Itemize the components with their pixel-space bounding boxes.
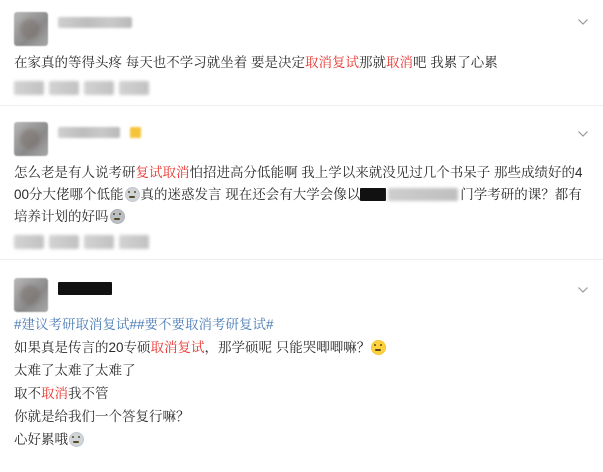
feed-post[interactable] <box>0 260 603 461</box>
post-line <box>14 359 589 382</box>
highlight-keyword[interactable]: 复试取消 <box>135 165 190 180</box>
post-text-part: 吧 我累了心累 <box>413 55 498 70</box>
blur-block <box>49 81 79 95</box>
topic-link[interactable]: #建议考研取消复试# <box>14 317 138 332</box>
post-text-part: 的400分大佬哪个低能 <box>14 165 583 202</box>
blur-block <box>119 81 149 95</box>
post-text-part: 你就是给我们一个答复行嘛？ <box>14 409 190 424</box>
username-blurred <box>58 127 120 138</box>
post-author[interactable] <box>58 122 589 142</box>
post-text-part: 课？都有培养计划的好吗 <box>14 187 582 224</box>
post-header <box>14 278 589 312</box>
post-line <box>14 428 589 451</box>
post-text <box>14 162 589 228</box>
post-topics <box>14 313 589 336</box>
post-text-part: 怕招进高分低能啊 我上学以来就没见过几个书呆子 那些成绩好 <box>189 165 562 180</box>
post-text-part: 真的迷惑发言 现在还会有大学会像以 <box>140 187 361 202</box>
post-line <box>14 382 589 405</box>
redacted-block <box>360 188 386 201</box>
chevron-down-icon[interactable] <box>577 284 589 296</box>
post-text-part: 太难了太难了太难了 <box>14 363 136 378</box>
post-text-part: 怎么老是有人说考研 <box>14 165 136 180</box>
highlight-keyword[interactable]: 取消复试 <box>305 55 360 70</box>
thinking-face-emoji <box>125 187 140 202</box>
post-text <box>14 313 589 451</box>
post-attachment-blurred <box>14 235 589 249</box>
chevron-down-icon[interactable] <box>577 16 589 28</box>
username-blurred <box>58 17 132 28</box>
post-text-part: 心好累哦 <box>14 432 68 447</box>
post-text-part: 门学考研的 <box>460 187 528 202</box>
post-author[interactable] <box>58 278 589 298</box>
highlight-keyword[interactable]: 取消 <box>386 55 414 70</box>
post-text-part: 那就 <box>359 55 387 70</box>
post-header <box>14 12 589 46</box>
feed-post[interactable] <box>0 0 603 106</box>
blur-block <box>119 235 149 249</box>
post-text <box>14 52 589 74</box>
post-text-part: 我不管 <box>68 386 109 401</box>
blur-block <box>49 235 79 249</box>
eye-roll-face-emoji <box>110 209 125 224</box>
blur-block <box>84 81 114 95</box>
highlight-keyword[interactable]: 取消 <box>41 386 68 401</box>
highlight-keyword[interactable]: 取消复试 <box>150 340 205 355</box>
avatar[interactable] <box>14 12 48 46</box>
avatar[interactable] <box>14 278 48 312</box>
blur-block <box>388 188 458 201</box>
feed-post[interactable] <box>0 106 603 260</box>
post-attachment-blurred <box>14 81 589 95</box>
username-redacted <box>58 282 112 295</box>
post-text-part: 在家真的等得头疼 每天也不学习就坐着 要是决定 <box>14 55 306 70</box>
crying-face-emoji <box>371 340 386 355</box>
blur-block <box>84 235 114 249</box>
blur-block <box>14 81 44 95</box>
avatar[interactable] <box>14 122 48 156</box>
post-text-part: 取不 <box>14 386 41 401</box>
topic-link[interactable]: #要不要取消考研复试# <box>137 317 274 332</box>
post-text-part: ，那学硕呢 只能哭唧唧嘛？ <box>204 340 371 355</box>
post-author[interactable] <box>58 12 589 32</box>
post-line <box>14 405 589 428</box>
level-tag-badge <box>130 127 141 138</box>
post-line <box>14 336 589 359</box>
chevron-down-icon[interactable] <box>577 128 589 140</box>
sad-face-emoji <box>69 432 84 447</box>
post-header <box>14 122 589 156</box>
post-text-part: 如果真是传言的20专硕 <box>14 340 151 355</box>
blur-block <box>14 235 44 249</box>
